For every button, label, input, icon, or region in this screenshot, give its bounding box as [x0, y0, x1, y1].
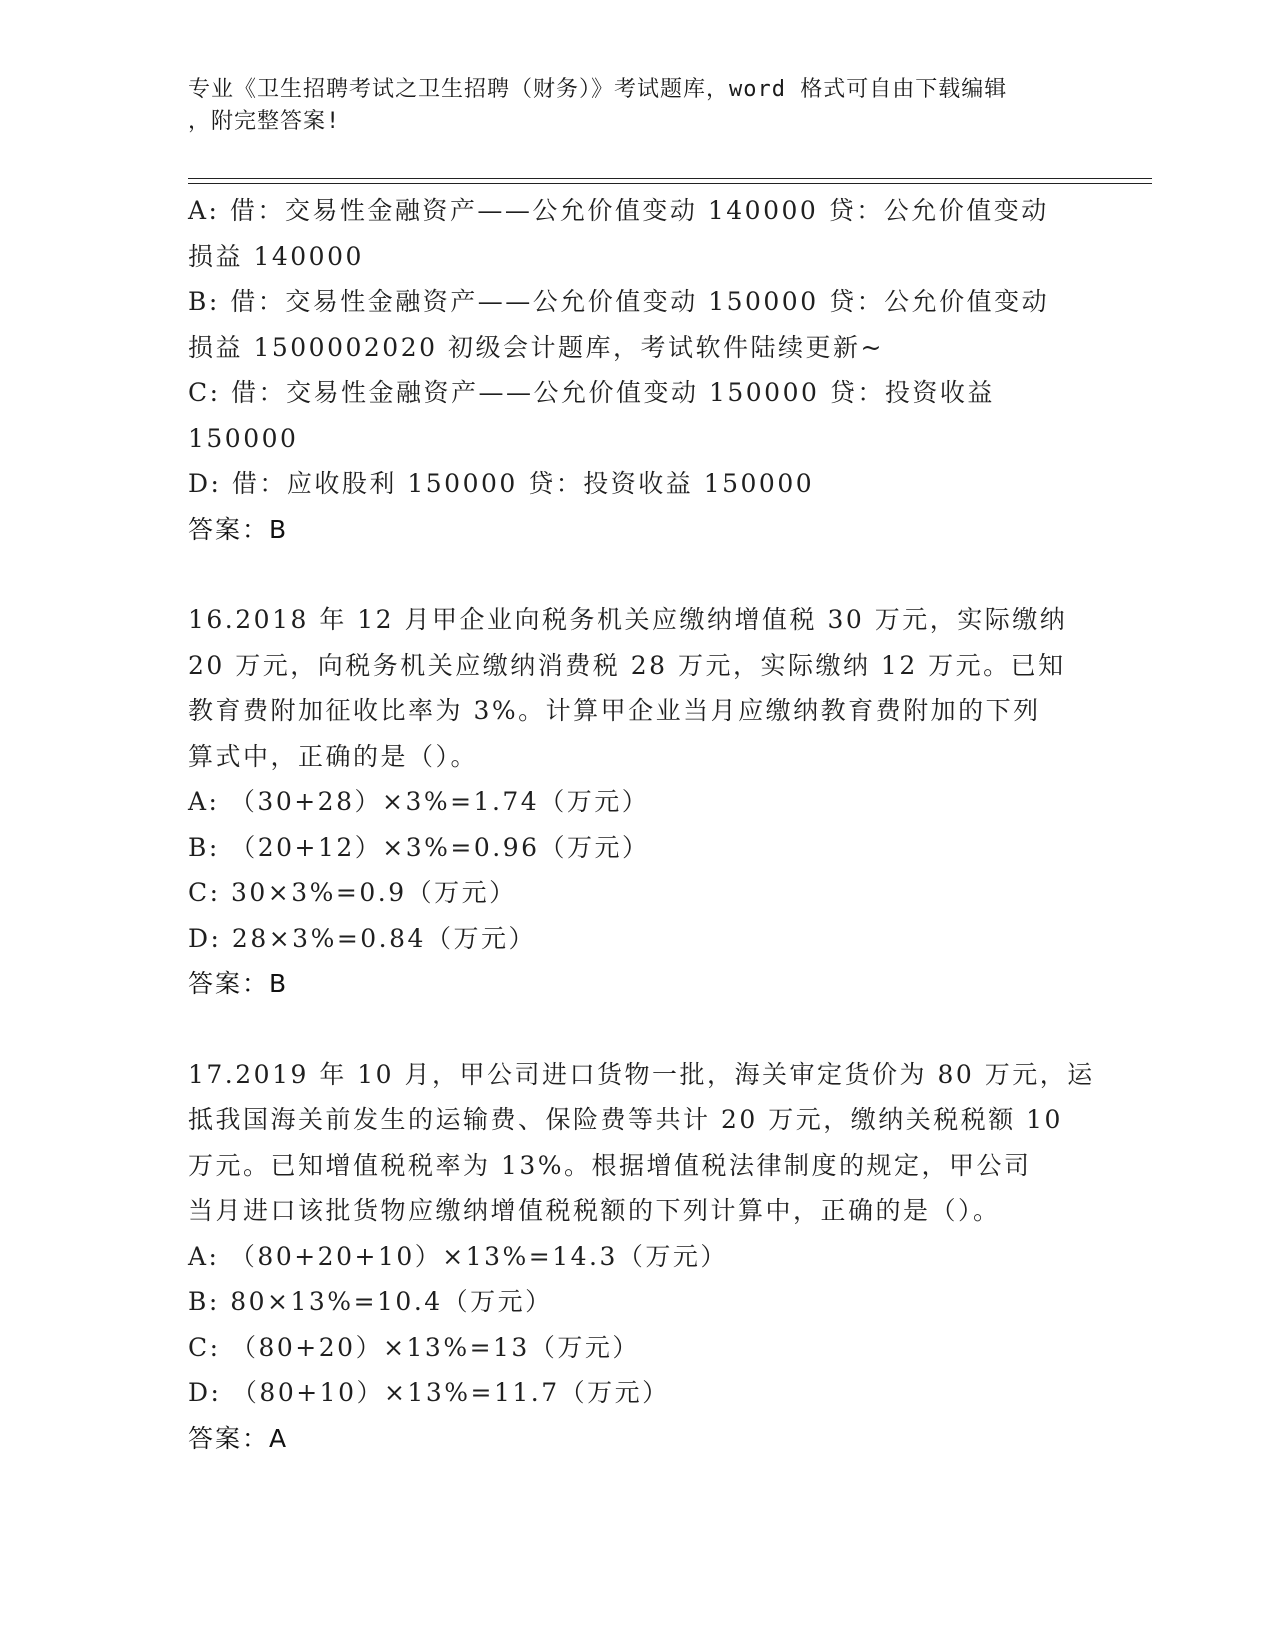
option-c-line-2: 150000: [188, 423, 299, 453]
option-d: D: 借：应收股利 150000 贷：投资收益 150000: [188, 469, 815, 498]
answer-label: 答案：B: [188, 514, 289, 544]
option-a-line-1: A: 借：交易性金融资产——公允价值变动 140000 贷：公允价值变动: [188, 196, 1049, 225]
option-c: C: （80+20）×13%=13（万元）: [188, 1332, 640, 1362]
document-header: [188, 74, 1078, 138]
question-stem-line: 20 万元，向税务机关应缴纳消费税 28 万元，实际缴纳 12 万元。已知: [188, 650, 1066, 680]
header-divider-top: [188, 178, 1152, 179]
option-c: C: 30×3%=0.9（万元）: [188, 878, 517, 907]
option-d: D: 28×3%=0.84（万元）: [188, 923, 536, 953]
option-b-line-2: 损益 1500002020 初级会计题库，考试软件陆续更新~: [188, 332, 884, 362]
question-spacer: [188, 1007, 1088, 1052]
question-16: [188, 597, 1088, 1007]
question-17: [188, 1052, 1095, 1462]
option-a-line-2: 损益 140000: [188, 241, 364, 271]
option-b: B: （20+12）×3%=0.96（万元）: [188, 832, 650, 862]
question-15: [188, 188, 1088, 552]
option-b-line-1: B: 借：交易性金融资产——公允价值变动 150000 贷：公允价值变动: [188, 287, 1050, 316]
option-d: D: （80+10）×13%=11.7（万元）: [188, 1378, 670, 1407]
answer-label: 答案：B: [188, 969, 289, 998]
option-a: A: （80+20+10）×13%=14.3（万元）: [188, 1241, 728, 1271]
question-stem-line: 算式中，正确的是（）。: [188, 741, 479, 771]
option-a: A: （30+28）×3%=1.74（万元）: [188, 787, 650, 816]
question-stem-line: 万元。已知增值税税率为 13%。根据增值税法律制度的规定，甲公司: [188, 1150, 1032, 1180]
option-c-line-1: C: 借：交易性金融资产——公允价值变动 150000 贷：投资收益: [188, 378, 995, 407]
question-stem-line: 当月进口该批货物应缴纳增值税税额的下列计算中，正确的是（）。: [188, 1196, 1001, 1225]
question-list: [188, 188, 1095, 1461]
option-b: B: 80×13%=10.4（万元）: [188, 1287, 553, 1316]
question-stem-line: 教育费附加征收比率为 3%。计算甲企业当月应缴纳教育费附加的下列: [188, 696, 1041, 725]
answer-label: 答案：A: [188, 1423, 289, 1453]
question-spacer: [188, 552, 1088, 597]
header-line-1: 专业《卫生招聘考试之卫生招聘（财务）》考试题库，word 格式可自由下载编辑: [188, 77, 1008, 102]
header-line-2: ，附完整答案!: [188, 109, 341, 134]
question-stem-line: 抵我国海关前发生的运输费、保险费等共计 20 万元，缴纳关税税额 10: [188, 1105, 1063, 1134]
header-divider-bottom: [188, 183, 1152, 184]
question-stem-line: 17.2019 年 10 月，甲公司进口货物一批，海关审定货价为 80 万元，运: [188, 1059, 1095, 1089]
question-stem-line: 16.2018 年 12 月甲企业向税务机关应缴纳增值税 30 万元，实际缴纳: [188, 605, 1068, 634]
